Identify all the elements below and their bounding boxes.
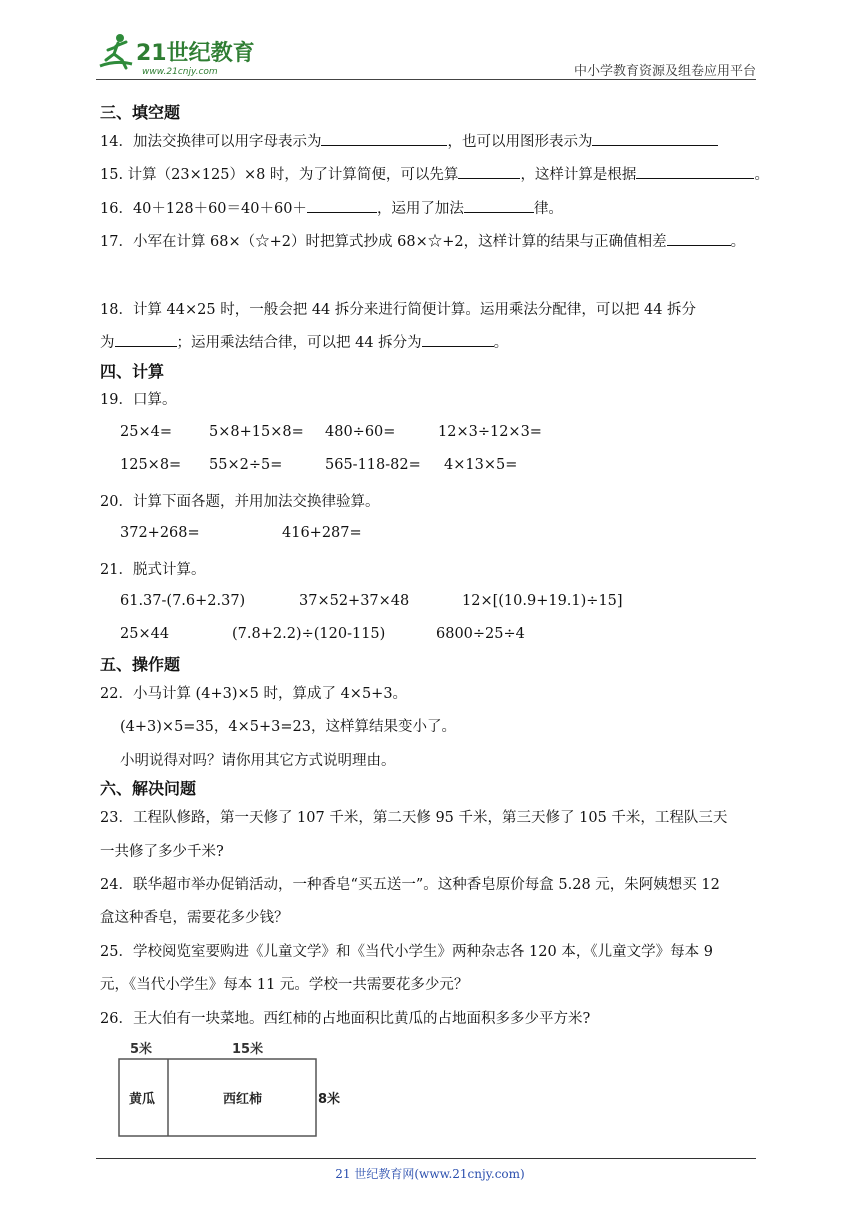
- footer-divider: [96, 1158, 756, 1159]
- question-20-title: 20．计算下面各题，并用加法交换律验算。: [100, 494, 380, 510]
- answer-blank[interactable]: [321, 131, 447, 146]
- question-19-title: 19．口算。: [100, 392, 177, 408]
- oral-item: 25×4=: [120, 424, 172, 440]
- calc-item: (7.8+2.2)÷(120-115): [232, 626, 386, 642]
- oral-item: 4×13×5=: [444, 457, 518, 473]
- label-8m: 8米: [318, 1092, 341, 1107]
- oral-item: 5×8+15×8=: [209, 424, 304, 440]
- calc-item: 416+287=: [282, 525, 362, 541]
- oral-item: 565-118-82=: [325, 457, 421, 473]
- answer-blank[interactable]: [422, 332, 494, 347]
- question-22-line2: (4+3)×5=35，4×5+3=23，这样算结果变小了。: [120, 719, 456, 735]
- header-platform-text: 中小学教育资源及组卷应用平台: [573, 64, 756, 79]
- runner-logo-icon: [96, 30, 266, 78]
- header-divider: [96, 79, 756, 80]
- question-15: 15. 计算（23×125）×8 时，为了计算简便，可以先算 ，这样计算是根据 。: [100, 163, 769, 184]
- question-23-line1: 23．工程队修路，第一天修了 107 千米，第二天修 95 千米，第三天修了 105 千米，工程队三天: [100, 810, 728, 826]
- vegetable-plot-figure: [118, 1040, 348, 1140]
- logo-sub-text: www.21cnjy.com: [142, 67, 218, 77]
- question-23-line2: 一共修了多少千米?: [100, 844, 224, 860]
- calc-item: 61.37-(7.6+2.37): [120, 593, 246, 609]
- site-logo: [96, 30, 266, 78]
- tomato-label: 西红柿: [223, 1092, 263, 1107]
- calc-item: 372+268=: [120, 525, 200, 541]
- answer-blank[interactable]: [667, 231, 731, 246]
- cucumber-label: 黄瓜: [129, 1092, 156, 1107]
- calc-item: 37×52+37×48: [299, 593, 410, 609]
- question-25-line2: 元，《当代小学生》每本 11 元。学校一共需要花多少元？: [100, 977, 469, 993]
- question-22-line3: 小明说得对吗？请你用其它方式说明理由。: [120, 753, 396, 769]
- question-22-title: 22．小马计算 (4+3)×5 时，算成了 4×5+3。: [100, 686, 408, 702]
- answer-blank[interactable]: [636, 164, 754, 179]
- answer-blank[interactable]: [592, 131, 718, 146]
- oral-item: 55×2÷5=: [209, 457, 283, 473]
- section-title-problems: 六、解决问题: [100, 779, 197, 798]
- calc-item: 25×44: [120, 626, 170, 642]
- oral-item: 12×3÷12×3=: [438, 424, 542, 440]
- answer-blank[interactable]: [115, 332, 177, 347]
- oral-item: 125×8=: [120, 457, 182, 473]
- question-18-line1: 18．计算 44×25 时，一般会把 44 拆分来进行简便计算。运用乘法分配律，可以把 44 拆分: [100, 302, 697, 318]
- answer-blank[interactable]: [458, 164, 520, 179]
- answer-blank[interactable]: [307, 198, 377, 213]
- oral-item: 480÷60=: [325, 424, 396, 440]
- question-18-line2: 为 ；运用乘法结合律，可以把 44 拆分为 。: [100, 331, 508, 352]
- question-24-line2: 盒这种香皂，需要花多少钱？: [100, 910, 289, 926]
- question-21-title: 21．脱式计算。: [100, 562, 206, 578]
- calc-item: 6800÷25÷4: [436, 626, 525, 642]
- section-title-fill: 三、填空题: [100, 103, 181, 122]
- question-24-line1: 24．联华超市举办促销活动，一种香皂“买五送一”。这种香皂原价每盒 5.28 元，朱阿姨想买 12: [100, 877, 720, 893]
- question-17: 17．小军在计算 68×（☆+2）时把算式抄成 68×☆+2，这样计算的结果与正确值相差 。: [100, 230, 745, 251]
- logo-main-text: 21世纪教育: [136, 41, 255, 66]
- question-26-title: 26．王大伯有一块菜地。西红柿的占地面积比黄瓜的占地面积多多少平方米?: [100, 1011, 591, 1027]
- question-14: 14．加法交换律可以用字母表示为 ，也可以用图形表示为: [100, 130, 718, 151]
- question-25-line1: 25．学校阅览室要购进《儿童文学》和《当代小学生》两种杂志各 120 本，《儿童文学》每本 9: [100, 944, 713, 960]
- calc-item: 12×[(10.9+19.1)÷15]: [462, 593, 623, 609]
- question-16: 16．40＋128＋60＝40＋60＋ ，运用了加法 律。: [100, 197, 563, 218]
- answer-blank[interactable]: [464, 198, 534, 213]
- section-title-operation: 五、操作题: [100, 655, 181, 674]
- footer-text: 21 世纪教育网(www.21cnjy.com): [335, 1167, 525, 1181]
- section-title-calc: 四、计算: [100, 362, 165, 381]
- label-5m: 5米: [130, 1042, 153, 1057]
- label-15m: 15米: [232, 1042, 264, 1057]
